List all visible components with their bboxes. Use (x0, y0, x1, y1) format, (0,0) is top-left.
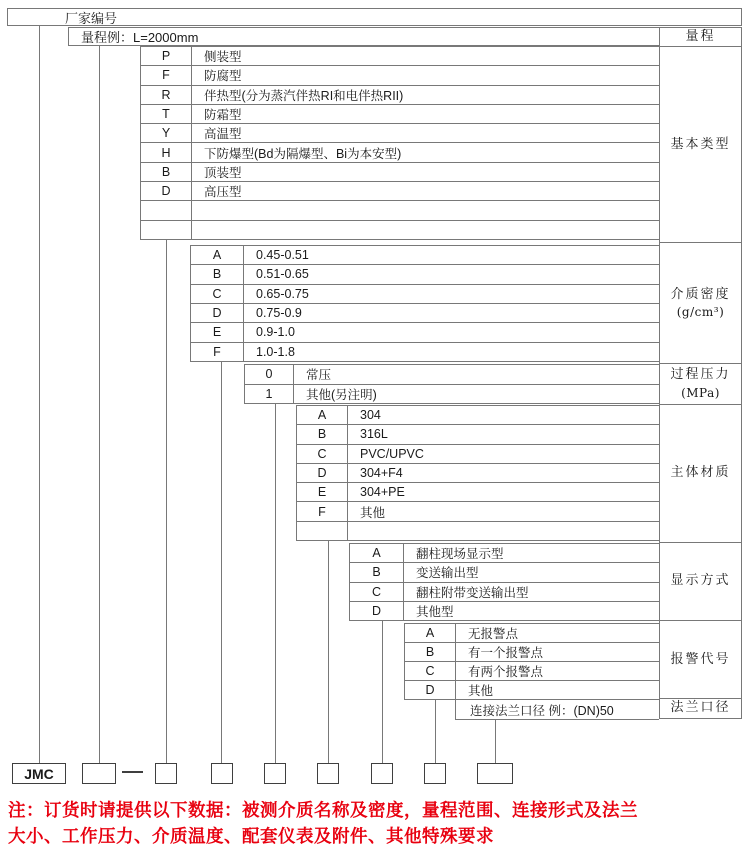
option-row-basic (141, 123, 659, 142)
range-example-label: 量程例：L=2000mm (81, 30, 199, 45)
option-row-alarm (405, 680, 659, 699)
connector-line (275, 404, 276, 763)
option-description: 1.0-1.8 (256, 344, 295, 359)
option-description: 伴热型(分为蒸汽伴热RI和电伴热RII) (204, 88, 404, 103)
option-code: P (141, 47, 192, 65)
option-description: 316L (360, 427, 388, 442)
option-row-display (350, 544, 659, 562)
option-description: 304+F4 (360, 465, 403, 480)
option-code: H (141, 143, 192, 161)
option-row-density (191, 322, 659, 341)
option-row-alarm (405, 624, 659, 642)
side-label-text: 显示方式 (670, 573, 731, 589)
section-table-alarm (404, 623, 659, 700)
option-code: B (141, 163, 192, 181)
connector-line (39, 25, 40, 763)
side-label-material (660, 404, 741, 542)
option-code: T (141, 105, 192, 123)
option-code (141, 221, 192, 239)
option-code: D (141, 182, 192, 200)
option-description: 0.51-0.65 (256, 267, 309, 282)
option-row-basic (141, 162, 659, 181)
option-row-basic (141, 65, 659, 84)
option-code (297, 522, 348, 540)
option-code: D (405, 681, 456, 699)
option-description: 翻柱附带变送输出型 (416, 585, 529, 600)
section-table-pressure (244, 364, 659, 404)
option-description: 侧装型 (204, 50, 242, 65)
side-label-density (660, 242, 741, 363)
option-row-basic (141, 181, 659, 200)
option-row-display (350, 601, 659, 620)
option-row-display (350, 582, 659, 601)
option-row-basic (141, 200, 659, 219)
dash-separator (122, 771, 143, 773)
option-description: 无报警点 (468, 627, 519, 641)
option-code: F (297, 502, 348, 520)
code-fill-box (82, 763, 116, 784)
option-row-material (297, 406, 659, 424)
option-row-pressure (245, 384, 659, 404)
option-description: 其他 (468, 684, 494, 698)
option-row-density (191, 284, 659, 303)
option-code: C (191, 285, 244, 303)
side-label-text: 法兰口径 (670, 700, 731, 716)
option-description: 有一个报警点 (468, 646, 544, 660)
option-description: 其他型 (416, 604, 454, 619)
option-code: D (297, 464, 348, 482)
code-fill-box (477, 763, 513, 784)
side-label-text: 主体材质 (670, 465, 731, 481)
option-description: 0.45-0.51 (256, 248, 309, 263)
side-label-alarm (660, 620, 741, 698)
code-fill-box (211, 763, 233, 784)
option-row-display (350, 562, 659, 581)
option-row-alarm (405, 642, 659, 661)
side-label-unit: (g/cm³) (676, 304, 725, 319)
category-label-column (659, 27, 742, 719)
model-prefix-box: JMC (12, 763, 66, 784)
option-description (192, 201, 659, 219)
option-code: F (191, 343, 244, 361)
section-table-display (349, 543, 659, 621)
option-row-material (297, 463, 659, 482)
connector-line (328, 541, 329, 763)
option-row-material (297, 501, 659, 520)
option-code (141, 201, 192, 219)
option-code: C (405, 662, 456, 680)
side-label-display (660, 542, 741, 621)
option-code: A (350, 544, 404, 562)
option-row-density (191, 246, 659, 264)
option-description: 防霜型 (204, 108, 242, 123)
option-description: 0.65-0.75 (256, 286, 309, 301)
option-row-basic (141, 104, 659, 123)
option-description: 连接法兰口径 例：(DN)50 (470, 703, 614, 718)
option-code: C (297, 445, 348, 463)
option-description: 有两个报警点 (468, 665, 544, 679)
range-example-row (68, 27, 659, 46)
option-description: 0.9-1.0 (256, 325, 295, 340)
option-code: B (191, 265, 244, 283)
option-row-material (297, 424, 659, 443)
option-row-pressure (245, 365, 659, 384)
section-table-flange (455, 700, 659, 720)
option-code: E (191, 323, 244, 341)
connector-line (382, 621, 383, 763)
option-code: R (141, 86, 192, 104)
section-table-material (296, 405, 659, 541)
option-description: 顶装型 (204, 165, 242, 180)
order-note (8, 797, 748, 845)
option-row-basic (141, 47, 659, 65)
option-row-density (191, 264, 659, 283)
option-code: A (405, 624, 456, 642)
option-description: 其他 (360, 505, 386, 520)
option-code: E (297, 483, 348, 501)
side-label-range (660, 28, 741, 46)
option-description: 304+PE (360, 485, 405, 500)
code-fill-box (371, 763, 393, 784)
option-code: B (297, 425, 348, 443)
option-row-material (297, 521, 659, 540)
option-row-basic (141, 142, 659, 161)
option-row-density (191, 303, 659, 322)
side-label-flange (660, 698, 741, 718)
option-description: PVC/UPVC (360, 446, 424, 461)
manufacturer-code-label: 厂家编号 (65, 10, 118, 26)
option-row-basic (141, 220, 659, 239)
order-note-line1: 注：订货时请提供以下数据：被测介质名称及密度，量程范围、连接形式及法兰 (8, 800, 638, 820)
side-label-text: 介质密度 (670, 286, 731, 302)
option-code: 0 (245, 365, 294, 384)
option-code: B (350, 563, 404, 581)
option-row-material (297, 482, 659, 501)
option-description: 防腐型 (204, 69, 242, 84)
option-description: 下防爆型(Bd为隔爆型、Bi为本安型) (204, 146, 402, 161)
connector-line (435, 700, 436, 763)
side-label-text: 报警代号 (670, 651, 731, 667)
option-code: D (350, 602, 404, 620)
option-code: A (191, 246, 244, 264)
option-description: 304 (360, 408, 381, 423)
option-description: 翻柱现场显示型 (416, 547, 504, 562)
side-label-unit: (MPa) (681, 385, 720, 400)
side-label-text: 基本类型 (670, 136, 731, 152)
connector-line (495, 720, 496, 763)
option-row-material (297, 444, 659, 463)
side-label-text: 量程 (685, 28, 716, 44)
option-description: 常压 (306, 368, 332, 383)
connector-line (221, 362, 222, 763)
option-code: A (297, 406, 348, 424)
option-description: 其他(另注明) (306, 387, 377, 402)
side-label-text: 过程压力 (670, 367, 731, 383)
option-row-alarm (405, 661, 659, 680)
option-code: 1 (245, 385, 294, 404)
connector-line (99, 45, 100, 763)
connector-line (166, 240, 167, 763)
option-code: B (405, 643, 456, 661)
manufacturer-code-row (7, 8, 742, 26)
side-label-pressure (660, 363, 741, 404)
section-table-basic (140, 46, 659, 240)
option-code: D (191, 304, 244, 322)
option-code: Y (141, 124, 192, 142)
option-description (192, 221, 659, 239)
order-note-line2: 大小、工作压力、介质温度、配套仪表及附件、其他特殊要求 (8, 826, 494, 845)
section-table-density (190, 245, 659, 362)
code-fill-box (317, 763, 339, 784)
option-code: F (141, 66, 192, 84)
side-label-basic (660, 46, 741, 242)
option-row-flange (456, 700, 659, 719)
option-description (348, 522, 659, 540)
option-description: 高温型 (204, 127, 242, 142)
option-description: 高压型 (204, 185, 242, 200)
option-code: C (350, 583, 404, 601)
code-fill-box (424, 763, 446, 784)
option-description: 0.75-0.9 (256, 306, 302, 321)
option-description: 变送输出型 (416, 566, 479, 581)
code-fill-box (155, 763, 177, 784)
code-fill-box (264, 763, 286, 784)
option-row-density (191, 342, 659, 361)
option-row-basic (141, 85, 659, 104)
